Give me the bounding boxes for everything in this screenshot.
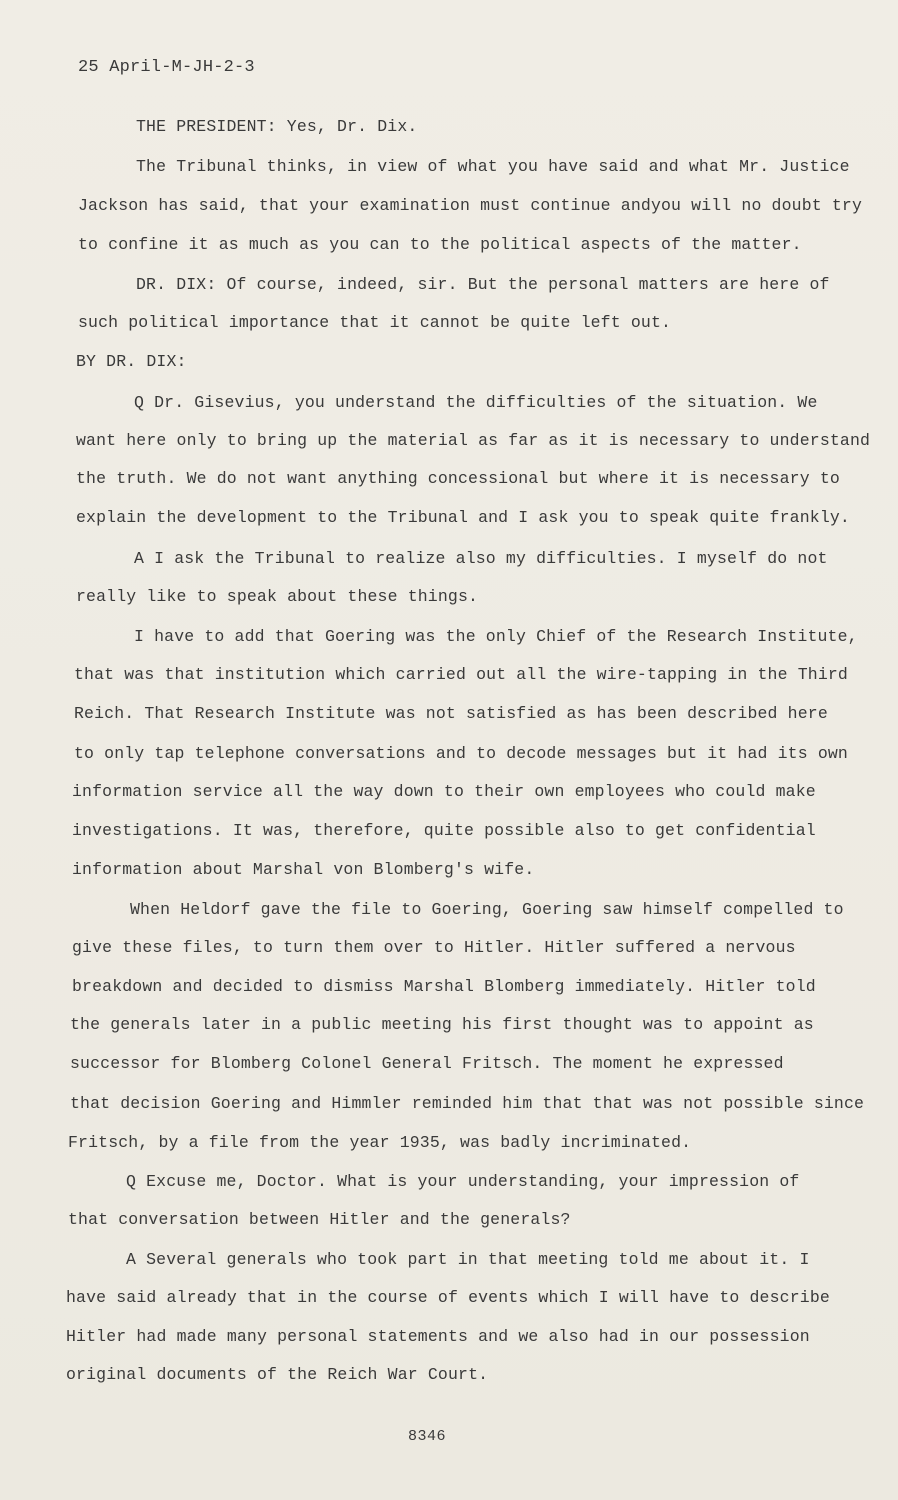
- text-line: Hitler had made many personal statements and we also had in our possession: [66, 1327, 810, 1346]
- text-line: A I ask the Tribunal to realize also my difficulties. I myself do not: [134, 549, 828, 568]
- text-line: want here only to bring up the material as far as it is necessary to understand: [76, 431, 871, 450]
- text-line: information about Marshal von Blomberg's wife.: [72, 860, 535, 879]
- text-line: explain the development to the Tribunal and I ask you to speak quite frankly.: [76, 508, 850, 527]
- text-line: THE PRESIDENT: Yes, Dr. Dix.: [136, 117, 418, 136]
- text-line: to confine it as much as you can to the political aspects of the matter.: [78, 235, 802, 254]
- text-line: investigations. It was, therefore, quite possible also to get confidential: [72, 821, 816, 840]
- text-line: Jackson has said, that your examination must continue andyou will no doubt try: [78, 196, 863, 215]
- document-reference: 25 April-M-JH-2-3: [78, 58, 255, 77]
- text-line: original documents of the Reich War Court.: [66, 1365, 489, 1384]
- text-line: that decision Goering and Himmler reminded him that that was not possible since: [70, 1094, 865, 1113]
- text-line: successor for Blomberg Colonel General Fritsch. The moment he expressed: [70, 1054, 784, 1073]
- text-line: the truth. We do not want anything concessional but where it is necessary to: [76, 469, 840, 488]
- text-line: that conversation between Hitler and the generals?: [68, 1210, 571, 1229]
- text-line: Q Excuse me, Doctor. What is your understanding, your impression of: [126, 1172, 800, 1191]
- text-line: give these files, to turn them over to Hitler. Hitler suffered a nervous: [72, 938, 796, 957]
- text-line: I have to add that Goering was the only Chief of the Research Institute,: [134, 627, 858, 646]
- text-line: The Tribunal thinks, in view of what you have said and what Mr. Justice: [136, 157, 850, 176]
- text-line: such political importance that it cannot be quite left out.: [78, 313, 672, 332]
- text-line: Reich. That Research Institute was not satisfied as has been described here: [74, 704, 828, 723]
- text-line: BY DR. DIX:: [76, 352, 187, 371]
- text-line: the generals later in a public meeting his first thought was to appoint as: [70, 1015, 814, 1034]
- text-line: to only tap telephone conversations and to decode messages but it had its own: [74, 744, 848, 763]
- text-line: have said already that in the course of events which I will have to describe: [66, 1288, 830, 1307]
- text-line: information service all the way down to their own employees who could make: [72, 782, 816, 801]
- text-line: Q Dr. Gisevius, you understand the difficulties of the situation. We: [134, 393, 818, 412]
- text-line: DR. DIX: Of course, indeed, sir. But the personal matters are here of: [136, 275, 830, 294]
- page-number: 8346: [408, 1428, 447, 1445]
- text-line: that was that institution which carried out all the wire-tapping in the Third: [74, 665, 848, 684]
- text-line: breakdown and decided to dismiss Marshal Blomberg immediately. Hitler told: [72, 977, 816, 996]
- text-line: Fritsch, by a file from the year 1935, was badly incriminated.: [68, 1133, 692, 1152]
- text-line: really like to speak about these things.: [76, 587, 479, 606]
- text-line: A Several generals who took part in that meeting told me about it. I: [126, 1250, 810, 1269]
- text-line: When Heldorf gave the file to Goering, Goering saw himself compelled to: [130, 900, 844, 919]
